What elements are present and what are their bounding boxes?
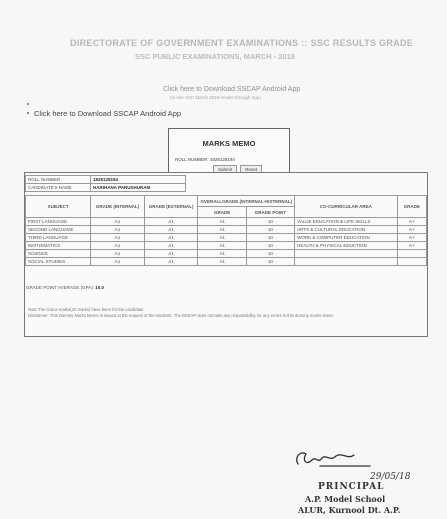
table-header-row xyxy=(26,196,427,207)
cc-grade-cell: A+ xyxy=(397,218,426,226)
gpa-label: GRADE POINT AVERAGE (GPA): xyxy=(26,285,95,290)
candidate-name-value: HARIHANA PARUSHURAM xyxy=(91,184,186,192)
grade-point-cell: 10 xyxy=(246,250,294,258)
internal-grade-cell: A1 xyxy=(91,258,144,266)
cc-area-cell xyxy=(295,250,397,258)
principal-stamp-school: A.P. Model School xyxy=(305,494,386,504)
header-grade-external: GRADE (EXTERNAL) xyxy=(144,196,198,218)
header-grade-point: GRADE POINT xyxy=(246,207,294,218)
overall-grade-cell: A1 xyxy=(198,258,246,266)
table-row xyxy=(26,226,427,234)
submit-button[interactable]: Submit xyxy=(213,165,237,174)
cc-grade-cell xyxy=(397,258,426,266)
external-grade-cell: A1 xyxy=(144,258,198,266)
download-app-note: (to see SSC March 2018 results through App) xyxy=(170,95,261,100)
cc-area-cell: ARTS & CULTURAL EDUCATION xyxy=(295,226,397,234)
overall-grade-cell: A1 xyxy=(198,250,246,258)
header-subject: SUBJECT xyxy=(26,196,91,218)
grade-point-cell: 10 xyxy=(246,218,294,226)
roll-number-label: ROLL NUMBER xyxy=(26,176,91,184)
cc-grade-cell: A+ xyxy=(397,234,426,242)
header-grade-internal: GRADE (INTERNAL) xyxy=(91,196,144,218)
subject-cell: THIRD LANGUAGE xyxy=(26,234,91,242)
download-app-link-2[interactable]: Click here to Download SSCAP Android App xyxy=(34,109,182,118)
external-grade-cell: A1 xyxy=(144,226,198,234)
cc-area-cell: HEALTH & PHYSICAL EDUCTION xyxy=(295,242,397,250)
memo-roll-input[interactable]: 1828128194 xyxy=(209,157,235,162)
grade-point-cell: 10 xyxy=(246,234,294,242)
header-cc-grade: GRADE xyxy=(397,196,426,218)
gpa-row xyxy=(26,285,104,290)
subject-cell: MATHEMATICS xyxy=(26,242,91,250)
internal-grade-cell: A1 xyxy=(91,234,144,242)
bullet-dot xyxy=(27,103,29,105)
external-grade-cell: A1 xyxy=(144,250,198,258)
internal-grade-cell: A1 xyxy=(91,218,144,226)
internal-grade-cell: A1 xyxy=(91,242,144,250)
memo-roll-label: ROLL NUMBER: xyxy=(175,157,209,162)
candidate-name-label: CANDIDATE'S NAME xyxy=(26,184,91,192)
gpa-value: 10.0 xyxy=(95,285,105,290)
student-info-table xyxy=(25,175,186,192)
page-title: DIRECTORATE OF GOVERNMENT EXAMINATIONS :: SSC RESULTS GRADE xyxy=(70,38,414,48)
disclaimer-text: Disclaimer: This Dummy Marks Memo is issued at the request of the students. The BSEAP does not take any responsibility for any errors in this dummy marks sheet. xyxy=(28,313,334,318)
cc-area-cell xyxy=(295,258,397,266)
reset-button[interactable]: Reset xyxy=(240,165,262,174)
cc-grade-cell: A+ xyxy=(397,242,426,250)
external-grade-cell: A1 xyxy=(144,218,198,226)
signature-date: 29/05/18 xyxy=(370,472,411,482)
external-grade-cell: A1 xyxy=(144,242,198,250)
roll-number-value: 1828128194 xyxy=(91,176,186,184)
overall-grade-cell: A1 xyxy=(198,218,246,226)
subject-cell: SOCIAL STUDIES xyxy=(26,258,91,266)
table-row xyxy=(26,258,427,266)
subject-cell: FIRST LANGUAGE xyxy=(26,218,91,226)
header-co-curricular: CO-CURRICULAR AREA xyxy=(295,196,397,218)
table-row xyxy=(26,234,427,242)
internal-grade-cell: A1 xyxy=(91,250,144,258)
table-row xyxy=(26,218,427,226)
header-grade: GRADE xyxy=(198,207,246,218)
principal-stamp-place: ALUR, Kurnool Dt. A.P. xyxy=(298,505,401,515)
grace-marks-note: Note:The Grace marks(20 marks) have been for the candidate. xyxy=(28,307,145,312)
grade-point-cell: 10 xyxy=(246,258,294,266)
subject-cell: SECOND LANGUAGE xyxy=(26,226,91,234)
marks-table xyxy=(25,195,427,266)
cc-grade-cell: A+ xyxy=(397,226,426,234)
download-app-link[interactable]: Click here to Download SSCAP Android App xyxy=(163,86,301,93)
grade-point-cell: 10 xyxy=(246,242,294,250)
page-subtitle: SSC PUBLIC EXAMINATIONS, MARCH - 2018 xyxy=(135,52,295,61)
principal-stamp-title: PRINCIPAL xyxy=(318,482,385,492)
header-overall: OVERALLGRADE (INTERNAL+EXTERNAL) xyxy=(198,196,295,207)
subject-cell: SCIENCE xyxy=(26,250,91,258)
external-grade-cell: A1 xyxy=(144,234,198,242)
overall-grade-cell: A1 xyxy=(198,234,246,242)
table-row xyxy=(26,242,427,250)
internal-grade-cell: A1 xyxy=(91,226,144,234)
table-row xyxy=(26,176,186,184)
table-row xyxy=(26,184,186,192)
cc-area-cell: WORK & COMPUTER EDUCATION xyxy=(295,234,397,242)
memo-roll-row xyxy=(175,157,235,162)
grade-point-cell: 10 xyxy=(246,226,294,234)
cc-area-cell: VALUE EDUCATION & LIFE SKILLS xyxy=(295,218,397,226)
signature-icon xyxy=(292,444,382,474)
table-row xyxy=(26,250,427,258)
bullet-dot xyxy=(27,112,29,114)
marks-sheet xyxy=(24,172,428,337)
cc-grade-cell xyxy=(397,250,426,258)
memo-title: MARKS MEMO xyxy=(202,139,256,148)
overall-grade-cell: A1 xyxy=(198,226,246,234)
overall-grade-cell: A1 xyxy=(198,242,246,250)
